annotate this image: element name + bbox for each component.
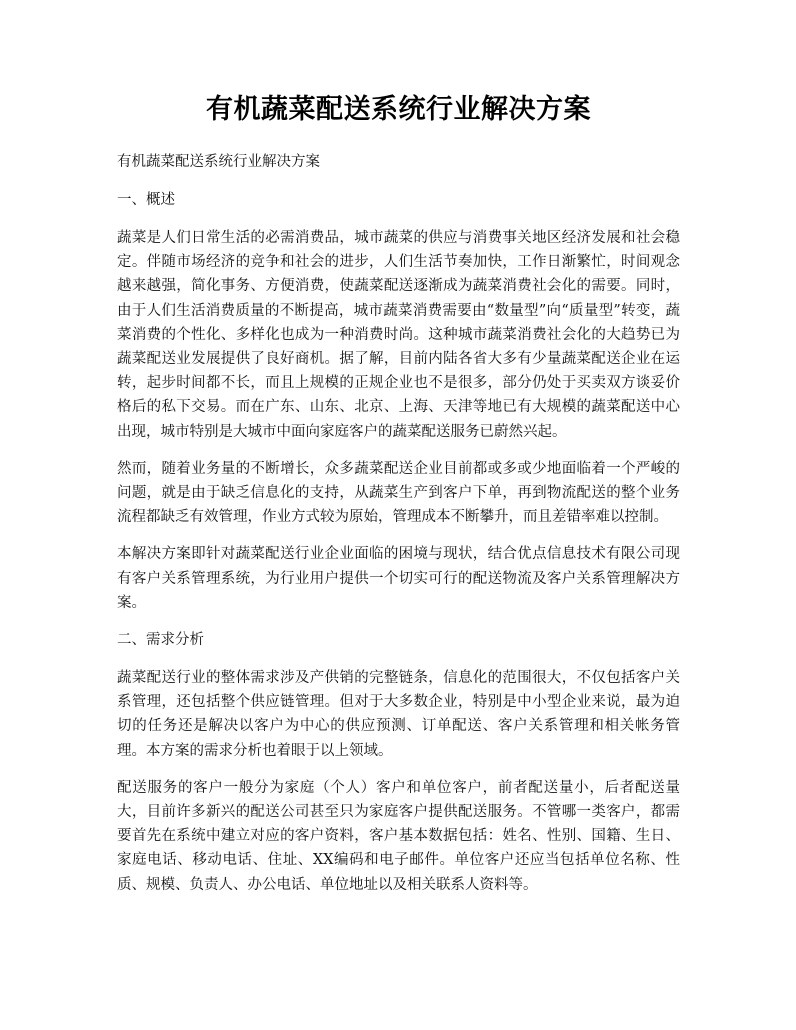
document-subtitle: 有机蔬菜配送系统行业解决方案: [117, 154, 320, 170]
paragraph-overview-3: 本解决方案即针对蔬菜配送行业企业面临的困境与现状，结合优点信息技术有限公司现有客户关系管理系统，为行业用户提供一个切实可行的配送物流及客户关系管理解决方案。: [117, 546, 680, 611]
section-heading-requirements: 二、需求分析: [117, 632, 204, 649]
paragraph-requirements-2: 配送服务的客户一般分为家庭（个人）客户和单位客户，前者配送量小，后者配送量大，目前许多新兴的配送公司甚至只为家庭客户提供配送服务。不管哪一类客户，都需要首先在系统中建立对应的客户资料，客户基本数据包括：姓名、性别、国籍、生日、家庭电话、移动电话、住址、XX编码和电子邮件。单位客户还应当包括单位名称、性质、规模、负责人、办公电话、单位地址以及相关联系人资料等。: [117, 779, 680, 893]
section-heading-overview: 一、概述: [117, 192, 175, 208]
paragraph-overview-1: 蔬菜是人们日常生活的必需消费品，城市蔬菜的供应与消费事关地区经济发展和社会稳定。伴随市场经济的竞争和社会的进步，人们生活节奏加快，工作日渐繁忙，时间观念越来越强，简化事务、方便消费，使蔬菜配送逐渐成为蔬菜消费社会化的需要。同时，由于人们生活消费质量的不断提高，城市蔬菜消费需要由“数量型”向“质量型”转变，蔬菜消费的个性化、多样化也成为一种消费时尚。这种城市蔬菜消费社会化的大趋势已为蔬菜配送业发展提供了良好商机。据了解，目前内陆各省大多有少量蔬菜配送企业在运转，起步时间都不长，而且上规模的正规企业也不是很多，部分仍处于买卖双方谈妥价格后的私下交易。而在广东、山东、北京、上海、天津等地已有大规模的蔬菜配送中心出现，城市特别是大城市中面向家庭客户的蔬菜配送服务已蔚然兴起。: [117, 230, 680, 440]
paragraph-overview-2: 然而，随着业务量的不断增长，众多蔬菜配送企业目前都或多或少地面临着一个严峻的问题，就是由于缺乏信息化的支持，从蔬菜生产到客户下单，再到物流配送的整个业务流程都缺乏有效管理，作业方式较为原始，管理成本不断攀升，而且差错率难以控制。: [117, 460, 680, 526]
paragraph-requirements-1: 蔬菜配送行业的整体需求涉及产供销的完整链条，信息化的范围很大，不仅包括客户关系管理，还包括整个供应链管理。但对于大多数企业，特别是中小型企业来说，最为迫切的任务还是解决以客户为中心的供应预测、订单配送、客户关系管理和相关帐务管理。本方案的需求分析也着眼于以上领域。: [117, 670, 680, 759]
document-title: 有机蔬菜配送系统行业解决方案: [206, 94, 591, 125]
